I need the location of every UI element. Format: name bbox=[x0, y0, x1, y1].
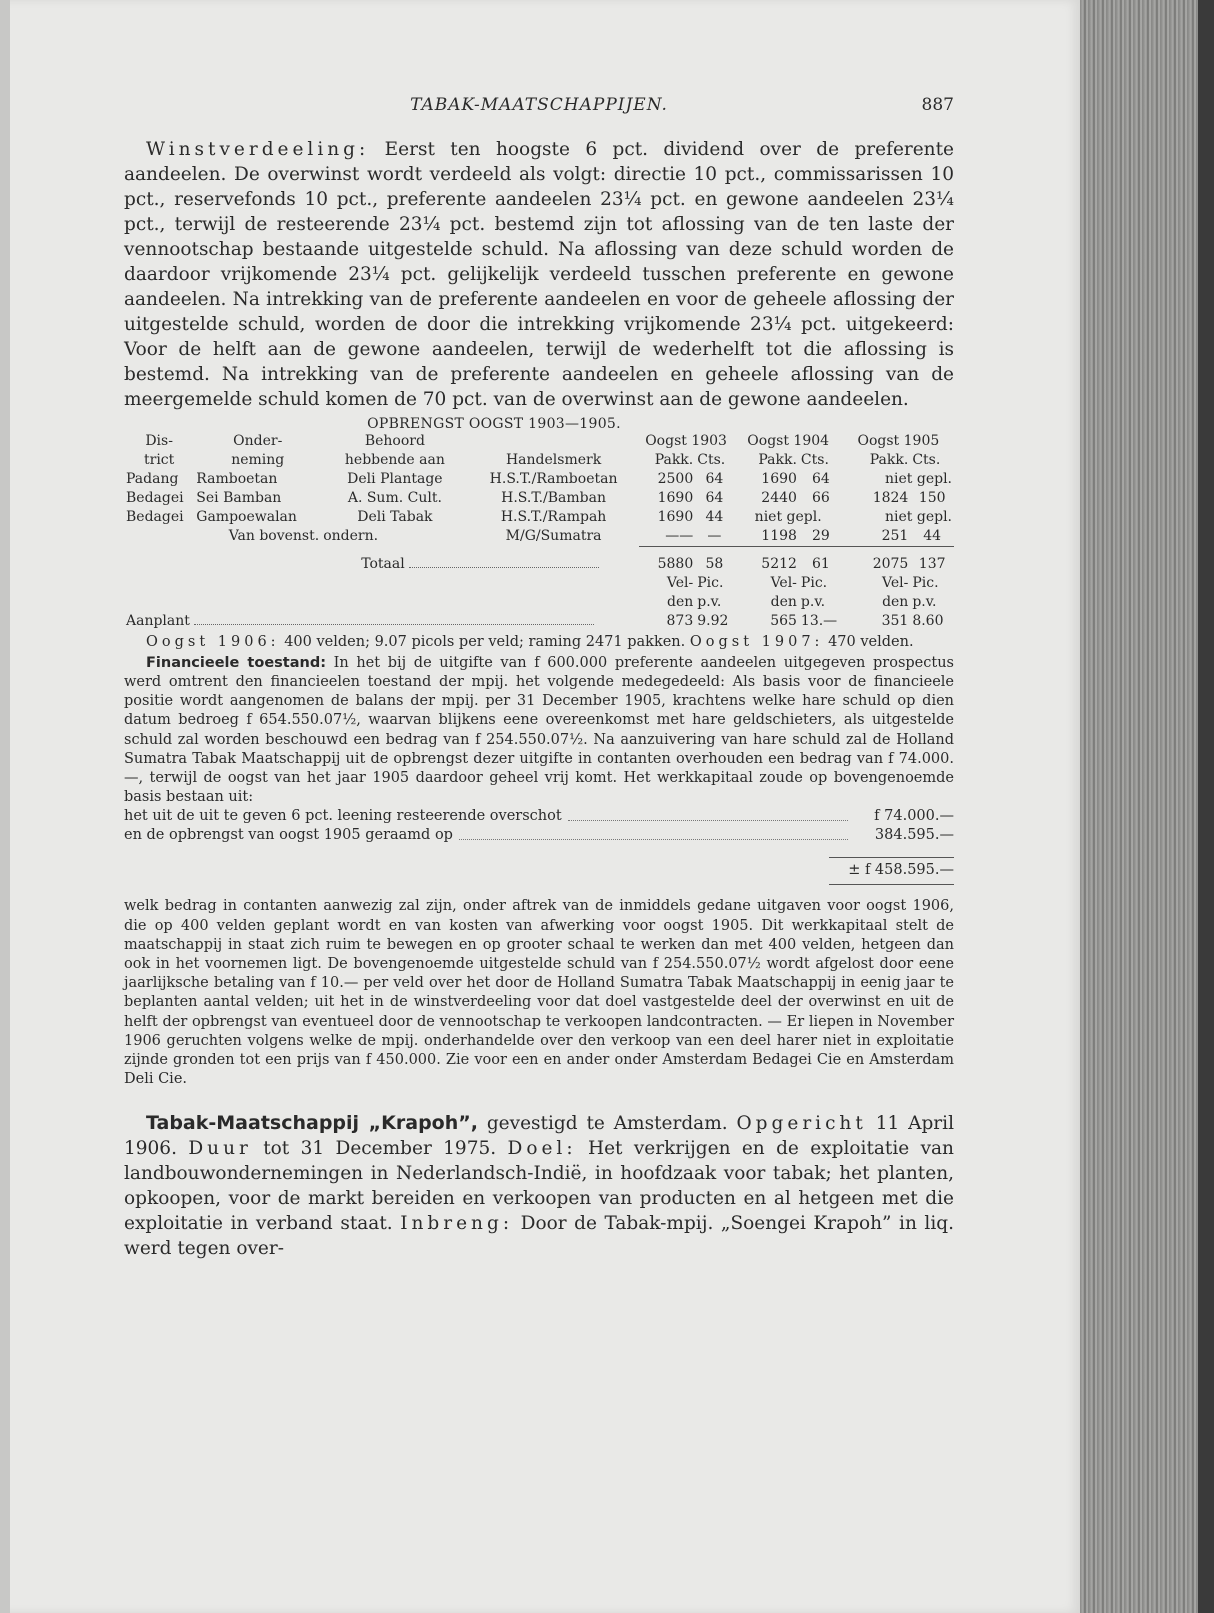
cell-cts-1904: 66 bbox=[811, 490, 830, 506]
unit-cts: Cts. bbox=[800, 452, 829, 468]
amount-total: ± f 458.595.— bbox=[829, 857, 954, 885]
subheader-row-1 bbox=[124, 574, 954, 593]
book-binding bbox=[1198, 0, 1214, 1613]
cell-district: Bedagei bbox=[126, 490, 184, 506]
total-cts-1903: 58 bbox=[705, 555, 724, 572]
amount-value: 384.595.— bbox=[874, 827, 954, 844]
subheader-row-2 bbox=[124, 593, 954, 612]
cell-cts-1903: 44 bbox=[705, 509, 724, 525]
aanplant-row bbox=[124, 612, 954, 631]
subheader-velden: Vel- bbox=[882, 574, 909, 591]
aanplant-velden-1905: 351 bbox=[881, 612, 909, 629]
table-header-row-2 bbox=[124, 451, 954, 470]
subheader-velden: Vel- bbox=[770, 574, 797, 591]
opgericht-label: Opgericht bbox=[736, 1113, 867, 1135]
financieel-paragraph bbox=[124, 654, 954, 808]
cell-pakk-1904: 2440 bbox=[761, 490, 797, 506]
header-year-1904: Oogst 1904 bbox=[747, 433, 830, 449]
doel-label: Doel: bbox=[507, 1138, 577, 1160]
cell-onderneming: Gampoewalan bbox=[196, 509, 297, 525]
unit-cts: Cts. bbox=[912, 452, 941, 468]
cell-handelsmerk: H.S.T./Bamban bbox=[501, 490, 607, 506]
cell-cts-1904: 64 bbox=[811, 471, 830, 487]
leader-dots bbox=[459, 826, 848, 840]
financieel-text: In het bij de uitgifte van f 600.000 preferente aandeelen uitgegeven prospectus werd omtrent den financieelen toestand der mpij. het volgende medegedeeld: Als basis voor de financieele positie wordt aangenomen de balans der mpij. per 31 December 1905, krachtens welke hare schuld op dien datum bedroeg f 654.550.07½, waarvan blijkens eene overeenkomst met hare geldschieters, als uitgestelde schuld zal worden beschouwd een bedrag van f 254.550.07½. Na aanzuivering van hare schuld zal de Holland Sumatra Tabak Maatschappij uit de opbrengst dezer uitgifte in contanten overhouden een bedrag van f 74.000.—, terwijl de oogst van het jaar 1905 daardoor geheel vrij komt. Het werkkapitaal zoude op bovengenoemde basis bestaan uit: bbox=[124, 654, 954, 806]
table-row bbox=[124, 527, 954, 547]
total-cts-1904: 61 bbox=[811, 555, 830, 572]
opgericht-value: 11 April 1906. bbox=[124, 1113, 954, 1160]
total-pakk-1903: 5880 bbox=[657, 555, 694, 572]
page-left-edge bbox=[0, 0, 10, 1613]
amount-label: en de opbrengst van oogst 1905 geraamd op bbox=[124, 827, 453, 844]
subheader-picols-2: p.v. bbox=[912, 593, 937, 610]
amount-label: het uit de uit te geven 6 pct. leening resteerende overschot bbox=[124, 808, 562, 825]
cell-behoord: A. Sum. Cult. bbox=[347, 490, 442, 506]
aanplant-leader-dots bbox=[194, 624, 594, 625]
subheader-velden-2: den bbox=[882, 593, 909, 610]
cell-onderneming: Ramboetan bbox=[196, 471, 278, 487]
oogst-1906-text: 400 velden; 9.07 picols per veld; raming 2471 pakken. bbox=[284, 633, 686, 650]
financieel-label: Financieele toestand: bbox=[146, 654, 326, 671]
total-label: Totaal bbox=[361, 555, 405, 572]
subheader-picols: Pic. bbox=[697, 574, 724, 591]
duur-value: tot 31 December 1975. bbox=[263, 1138, 497, 1160]
header-behoord-2: hebbende aan bbox=[344, 452, 445, 468]
krapoh-paragraph bbox=[124, 1111, 954, 1261]
total-cts-1905: 137 bbox=[918, 555, 946, 572]
cell-pakk-1904: 1690 bbox=[761, 471, 797, 487]
cell-handelsmerk: H.S.T./Ramboetan bbox=[489, 471, 618, 487]
subheader-velden: Vel- bbox=[666, 574, 694, 591]
table-header-row-1 bbox=[124, 432, 954, 451]
amount-total-block bbox=[124, 857, 954, 885]
amount-row-overschot bbox=[124, 807, 954, 826]
krapoh-location: gevestigd te Amsterdam. bbox=[486, 1113, 728, 1135]
cell-onderneming: Van bovenst. bbox=[228, 528, 320, 544]
cell-pakk-1903: 1690 bbox=[657, 490, 694, 506]
cell-district bbox=[124, 527, 194, 547]
header-onderneming: Onder- bbox=[233, 433, 283, 449]
book-page-edges bbox=[1080, 0, 1214, 1613]
oogst-1907-text: 470 velden. bbox=[828, 633, 914, 650]
winstverdeeling-label: Winstverdeeling: bbox=[146, 139, 370, 160]
subheader-picols: Pic. bbox=[912, 574, 939, 591]
header-year-1905: Oogst 1905 bbox=[857, 433, 940, 449]
aanplant-velden-1904: 565 bbox=[770, 612, 797, 629]
header-behoord: Behoord bbox=[364, 433, 425, 449]
krapoh-company-name: Tabak-Maatschappij „Krapoh”, bbox=[146, 1112, 478, 1135]
inbreng-label: Inbreng: bbox=[400, 1213, 514, 1235]
cell-pakk-1905: 1824 bbox=[872, 490, 909, 506]
cell-pakk-1904: 1198 bbox=[761, 528, 797, 544]
table-row bbox=[124, 508, 954, 527]
header-handelsmerk-2: Handelsmerk bbox=[505, 452, 602, 468]
total-pakk-1904: 5212 bbox=[761, 555, 797, 572]
subheader-picols: Pic. bbox=[800, 574, 828, 591]
doel-value: Het verkrijgen en de exploitatie van landbouwondernemingen in Nederlandsch-Indië, in hoofdzaak voor tabak; het planten, opkoopen, voor de markt bereiden en verkoopen van producten en al hetgeen met die exploitatie in verband staat. bbox=[124, 1138, 954, 1235]
cell-cts-1903: 64 bbox=[705, 471, 724, 487]
cell-behoord: Deli Tabak bbox=[357, 509, 433, 525]
cell-cts-1905: 44 bbox=[923, 528, 942, 544]
cell-onderneming: Sei Bamban bbox=[196, 490, 282, 506]
cell-cts-1904: 29 bbox=[811, 528, 830, 544]
unit-pakk: Pakk. bbox=[758, 452, 797, 468]
table-total-row bbox=[124, 555, 954, 574]
running-head-title: TABAK-MAATSCHAPPIJEN. bbox=[410, 95, 668, 115]
aanplant-picols-1904: 13.— bbox=[800, 612, 838, 629]
cell-district: Bedagei bbox=[126, 509, 184, 525]
cell-handelsmerk: H.S.T./Rampah bbox=[500, 509, 607, 525]
subheader-picols-2: p.v. bbox=[800, 593, 826, 610]
harvest-table bbox=[124, 432, 954, 631]
header-year-1903: Oogst 1903 bbox=[645, 433, 727, 449]
duur-label: Duur bbox=[188, 1138, 252, 1160]
cell-pakk-1903: 1690 bbox=[657, 509, 694, 525]
inbreng-value: Door de Tabak-mpij. „Soengei Krapoh” in liq. werd tegen over- bbox=[124, 1213, 954, 1260]
cell-district: Padang bbox=[126, 471, 179, 487]
total-pakk-1905: 2075 bbox=[872, 555, 909, 572]
cell-handelsmerk: M/G/Sumatra bbox=[505, 528, 602, 544]
header-district-2: trict bbox=[144, 452, 175, 468]
cell-cts-1905: 150 bbox=[918, 490, 946, 506]
table-rule-row bbox=[124, 547, 954, 555]
amount-value: f 74.000.— bbox=[874, 808, 954, 825]
cell-1904: niet gepl. bbox=[754, 509, 822, 525]
table-row bbox=[124, 489, 954, 508]
oogst-note bbox=[124, 633, 954, 652]
cell-1905: niet gepl. bbox=[885, 509, 952, 525]
page-number: 887 bbox=[921, 95, 954, 115]
leader-dots bbox=[568, 807, 848, 821]
cell-pakk-1905: 251 bbox=[881, 528, 909, 544]
amount-row-opbrengst bbox=[124, 826, 954, 845]
cell-pakk-1903: —— bbox=[665, 528, 694, 544]
aanplant-picols-1903: 9.92 bbox=[697, 612, 729, 629]
cell-behoord: ondern. bbox=[323, 528, 379, 544]
cell-cts-1903: — bbox=[707, 528, 722, 544]
total-leader-dots bbox=[409, 567, 599, 568]
cell-1905: niet gepl. bbox=[885, 471, 952, 487]
oogst-1906-label: Oogst 1906: bbox=[146, 633, 280, 650]
header-onderneming-2: neming bbox=[231, 452, 285, 468]
table-total-rule bbox=[639, 547, 954, 555]
subheader-picols-2: p.v. bbox=[697, 593, 722, 610]
aanplant-picols-1905: 8.60 bbox=[912, 612, 944, 629]
winstverdeeling-paragraph bbox=[124, 137, 954, 412]
running-head bbox=[124, 95, 954, 125]
oogst-1907-label: Oogst 1907: bbox=[689, 633, 824, 650]
unit-cts: Cts. bbox=[697, 452, 726, 468]
cell-cts-1903: 64 bbox=[705, 490, 724, 506]
aanplant-label: Aanplant bbox=[126, 612, 190, 629]
cell-behoord: Deli Plantage bbox=[347, 471, 443, 487]
unit-pakk: Pakk. bbox=[869, 452, 909, 468]
subheader-velden-2: den bbox=[770, 593, 797, 610]
unit-pakk: Pakk. bbox=[654, 452, 694, 468]
winstverdeeling-text: Eerst ten hoogste 6 pct. dividend over de preferente aandeelen. De overwinst wordt verdeeld als volgt: directie 10 pct., commissarissen 10 pct., reservefonds 10 pct., preferente aandeelen 23¼ pct. en gewone aandeelen 23¼ pct., terwijl de resteerende 23¼ pct. bestemd zijn tot aflossing van de ten laste der vennootschap bestaande uitgestelde schuld. Na aflossing van deze schuld worden de daardoor vrijkomende 23¼ pct. gelijkelijk verdeeld tusschen preferente en gewone aandeelen. Na intrekking van de preferente aandeelen en voor de geheele aflossing der uitgestelde schuld, worden de door die intrekking vrijkomende 23¼ pct. uitgekeerd: Voor de helft aan de gewone aandeelen, terwijl de wederhelft tot die aflossing is bestemd. Na intrekking van de preferente aandeelen en geheele aflossing van de meergemelde schuld komen de 70 pct. van de overwinst aan de gewone aandeelen. bbox=[124, 139, 954, 410]
header-district: Dis- bbox=[145, 433, 173, 449]
table-row bbox=[124, 470, 954, 489]
header-handelsmerk bbox=[469, 432, 639, 451]
page-content bbox=[124, 95, 954, 1261]
financieel-continuation: welk bedrag in contanten aanwezig zal zijn, onder aftrek van de inmiddels gedane uitgaven voor oogst 1906, die op 400 velden geplant wordt en van kosten van afwerking voor oogst 1905. Dit werkkapitaal stelt de maatschappij in staat zich ruim te bewegen en op grooter schaal te werken dan met 400 velden, hetgeen dan ook in het voornemen ligt. De bovengenoemde uitgestelde schuld van f 254.550.07½ wordt afgelost door eene jaarlijksche betaling van f 10.— per veld over het door de Holland Sumatra Tabak Maatschappij in eenig jaar te beplanten aantal velden; uit het in de winstverdeeling voor dat doel vastgestelde deel der overwinst en uit de helft der opbrengst van eventueel door de vennootschap te verkoopen landcontracten. — Er liepen in November 1906 geruchten volgens welke de mpij. onderhandelde over den verkoop van een deel harer niet in exploitatie zijnde gronden tot een prijs van f 450.000. Zie voor een en ander onder Amsterdam Bedagei Cie en Amsterdam Deli Cie. bbox=[124, 898, 954, 1088]
harvest-table-title: OPBRENGST OOGST 1903—1905. bbox=[367, 416, 621, 432]
subheader-velden-2: den bbox=[666, 593, 694, 610]
aanplant-velden-1903: 873 bbox=[666, 612, 694, 629]
cell-pakk-1903: 2500 bbox=[657, 471, 694, 487]
